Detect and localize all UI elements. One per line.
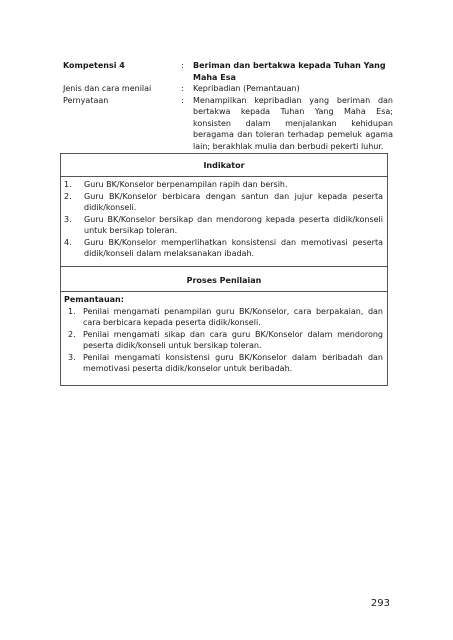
list-item bbox=[64, 329, 383, 352]
assessment-row bbox=[63, 83, 393, 95]
competency-value: Beriman dan bertakwa kepada Tuhan Yang Maha Esa bbox=[193, 61, 386, 82]
assessment-label: Jenis dan cara menilai bbox=[63, 84, 152, 93]
item-text: Guru BK/Konselor berpenampilan rapih dan bersih. bbox=[84, 180, 288, 189]
item-number: 2. bbox=[64, 191, 72, 201]
colon: : bbox=[181, 61, 184, 70]
item-number: 1. bbox=[68, 306, 76, 316]
item-text: Guru BK/Konselor memperlihatkan konsistensi dan memotivasi peserta didik/konseli dalam melaksanakan ibadah. bbox=[84, 237, 383, 258]
assessment-value: Kepribadian (Pemantauan) bbox=[193, 84, 300, 93]
list-item bbox=[64, 191, 383, 214]
item-text: Guru BK/Konselor berbicara dengan santun dan jujur kepada peserta didik/konseli. bbox=[84, 191, 383, 212]
competency-label: Kompetensi 4 bbox=[63, 61, 125, 70]
item-number: 3. bbox=[68, 352, 76, 362]
competency-row bbox=[63, 60, 393, 83]
item-text: Penilai mengamati penampilan guru BK/Konselor, cara berpakaian, dan cara berbicara kepada peserta didik/konseli. bbox=[83, 306, 383, 327]
item-number: 2. bbox=[68, 329, 76, 339]
process-title: Proses Penilaian bbox=[61, 267, 387, 292]
statement-row bbox=[63, 95, 393, 153]
item-number: 1. bbox=[64, 180, 72, 189]
process-box bbox=[60, 266, 388, 386]
item-text: Penilai mengamati sikap dan cara guru BK/Konselor dalam mendorong peserta didik/konseli untuk bersikap toleran. bbox=[83, 329, 383, 350]
list-item bbox=[64, 179, 383, 191]
list-item bbox=[64, 306, 383, 329]
list-item bbox=[64, 352, 383, 375]
indicator-title: Indikator bbox=[61, 154, 387, 177]
item-number: 3. bbox=[64, 214, 72, 224]
process-list bbox=[61, 292, 387, 385]
indicator-box bbox=[60, 153, 388, 267]
statement-label: Pernyataan bbox=[63, 95, 109, 105]
item-text: Guru BK/Konselor bersikap dan mendorong kepada peserta didik/konseli untuk bersikap toleran. bbox=[84, 214, 383, 235]
process-subtitle: Pemantauan: bbox=[64, 295, 124, 304]
list-item bbox=[64, 214, 383, 237]
colon: : bbox=[181, 84, 184, 93]
list-item bbox=[64, 237, 383, 260]
page-number: 293 bbox=[370, 598, 390, 609]
statement-value: Menampilkan kepribadian yang beriman dan bertakwa kepada Tuhan Yang Maha Esa; konsisten dalam menjalankan kehidupan beragama dan toleran terhadap pemeluk agama lain; berakhlak mulia dan berbudi pekerti luhur. bbox=[193, 95, 393, 151]
item-number: 4. bbox=[64, 237, 72, 247]
colon: : bbox=[181, 95, 184, 105]
item-text: Penilai mengamati konsistensi guru BK/Konselor dalam beribadah dan memotivasi peserta didik/konselor untuk beribadah. bbox=[83, 352, 383, 373]
competency-header bbox=[63, 60, 393, 152]
indicator-list bbox=[61, 177, 387, 266]
